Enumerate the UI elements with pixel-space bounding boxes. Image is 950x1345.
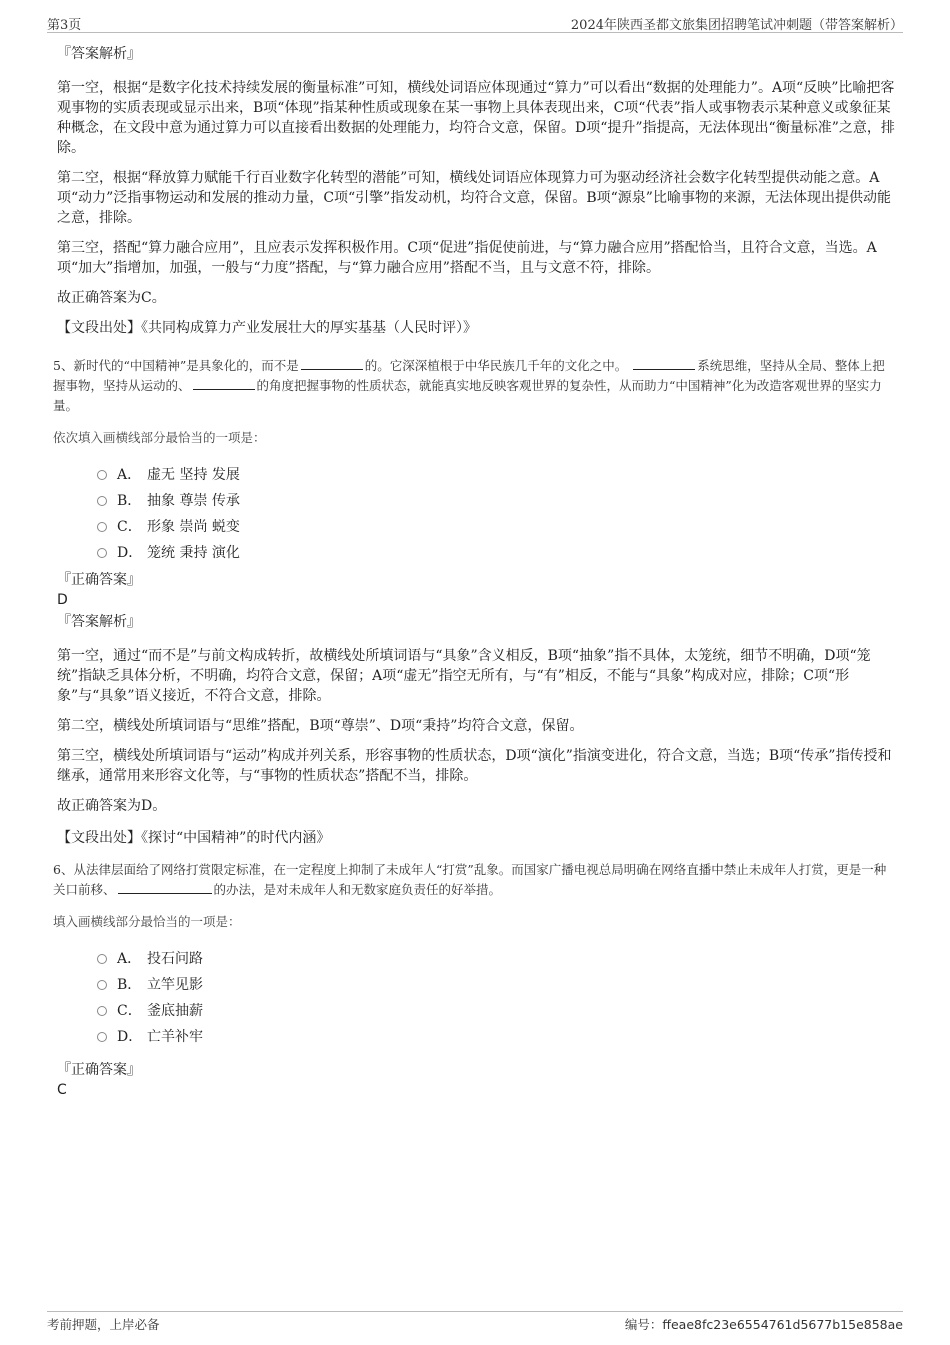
correct-answer: C (57, 1082, 67, 1098)
analysis-label: 『答案解析』 (57, 46, 141, 62)
document-body (53, 44, 897, 1100)
option-a[interactable]: A． 投石问路 (97, 946, 897, 972)
radio-icon[interactable] (97, 954, 107, 964)
document-title: 2024年陕西圣都文旅集团招聘笔试冲刺题（带答案解析） (570, 18, 903, 33)
code-label: 编号： (624, 1317, 663, 1332)
fill-blank (193, 377, 255, 390)
document-code (625, 1315, 903, 1333)
radio-icon[interactable] (97, 548, 107, 558)
source-citation: 【文段出处】《共同构成算力产业发展壮大的厚实基基（人民时评）》 (57, 320, 477, 336)
option-a[interactable]: A． 虚无 坚持 发展 (97, 462, 897, 488)
option-b[interactable]: B． 抽象 尊崇 传承 (97, 488, 897, 514)
option-b[interactable]: B． 立竿见影 (97, 972, 897, 998)
question-stem: 6、从法律层面给了网络打赏限定标准，在一定程度上抑制了未成年人“打赏”乱象。而国家广播电视总局明确在网络直播中禁止未成年人打赏，更是一种关口前移、 的办法，是对未成年人和无数家庭负责任的好举措。 (53, 862, 887, 897)
answer-conclusion: 故正确答案为C。 (57, 290, 166, 306)
question-instruction: 填入画横线部分最恰当的一项是： (53, 914, 241, 929)
option-c[interactable]: C． 釜底抽薪 (97, 998, 897, 1024)
radio-icon[interactable] (97, 980, 107, 990)
analysis-paragraph: 第三空，搭配“算力融合应用”，且应表示发挥积极作用。C项“促进”指促使前进，与“算力融合应用”搭配恰当，且符合文意，当选。A项“加大”指增加，加强，一般与“力度”搭配，与“算力融合应用”搭配不当，且与文意不符，排除。 (57, 240, 877, 276)
radio-icon[interactable] (97, 470, 107, 480)
question-instruction: 依次填入画横线部分最恰当的一项是： (53, 430, 266, 445)
option-d[interactable]: D． 亡羊补牢 (97, 1024, 897, 1050)
options-list (97, 462, 897, 566)
analysis-paragraph: 第三空，横线处所填词语与“运动”构成并列关系，形容事物的性质状态，D项“演化”指演变进化，符合文意，当选；B项“传承”指传授和继承，通常用来形容文化等，与“事物的性质状态”搭配不当，排除。 (57, 748, 892, 784)
options-list (97, 946, 897, 1050)
footer-slogan: 考前押题，上岸必备 (47, 1317, 160, 1332)
analysis-paragraph: 第二空，根据“释放算力赋能千行百业数字化转型的潜能”可知，横线处词语应体现算力可为驱动经济社会数字化转型提供动能之意。A项“动力”泛指事物运动和发展的推动力量，C项“引擎”指发动机，均符合文意，保留。B项“源泉”比喻事物的来源，无法体现出提供动能之意，排除。 (57, 170, 891, 226)
page-number: 第3页 (47, 18, 82, 33)
radio-icon[interactable] (97, 496, 107, 506)
fill-blank (633, 357, 695, 370)
radio-icon[interactable] (97, 1006, 107, 1016)
option-c[interactable]: C． 形象 崇尚 蜕变 (97, 514, 897, 540)
correct-answer: D (57, 592, 68, 608)
analysis-label: 『答案解析』 (57, 614, 141, 630)
answer-label: 『正确答案』 (57, 1062, 141, 1078)
code-value: ffeae8fc23e6554761d5677b15e858ae (662, 1317, 903, 1332)
analysis-paragraph: 第一空，根据“是数字化技术持续发展的衡量标准”可知，横线处词语应体现通过“算力”可以看出“数据的处理能力”。A项“反映”比喻把客观事物的实质表现或显示出来，B项“体现”指某种性质或现象在某一事物上具体表现出来，C项“代表”指人或事物表示某种意义或象征某种概念，在文段中意为通过算力可以直接看出数据的处理能力，均符合文意，保留。D项“提升”指提高，无法体现出“衡量标准”之意，排除。 (57, 80, 895, 156)
source-citation: 【文段出处】《探讨“中国精神”的时代内涵》 (57, 830, 331, 846)
page-header (47, 12, 903, 33)
option-d[interactable]: D． 笼统 秉持 演化 (97, 540, 897, 566)
fill-blank (301, 357, 363, 370)
question-stem: 5、新时代的“中国精神”是具象化的，而不是 的。它深深植根于中华民族几千年的文化之中。 系统思维，坚持从全局、整体上把握事物，坚持从运动的、 的角度把握事物的性质状态，就能真实地反映客观世界的复杂性，从而助力“中国精神”化为改造客观世界的坚实力量。 (53, 358, 885, 413)
answer-label: 『正确答案』 (57, 572, 141, 588)
analysis-paragraph: 第二空，横线处所填词语与“思维”搭配，B项“尊崇”、D项“秉持”均符合文意，保留。 (57, 718, 584, 734)
fill-blank (118, 881, 212, 894)
answer-conclusion: 故正确答案为D。 (57, 798, 167, 814)
radio-icon[interactable] (97, 1032, 107, 1042)
radio-icon[interactable] (97, 522, 107, 532)
analysis-paragraph: 第一空，通过“而不是”与前文构成转折，故横线处所填词语与“具象”含义相反，B项“抽象”指不具体，太笼统，细节不明确，D项“笼统”指缺乏具体分析，不明确，均符合文意，保留；A项“虚无”指空无所有，与“有”相反，不能与“具象”构成对应，排除；C项“形象”与“具象”语义接近，不符合文意，排除。 (57, 648, 871, 704)
page-footer (47, 1311, 903, 1334)
